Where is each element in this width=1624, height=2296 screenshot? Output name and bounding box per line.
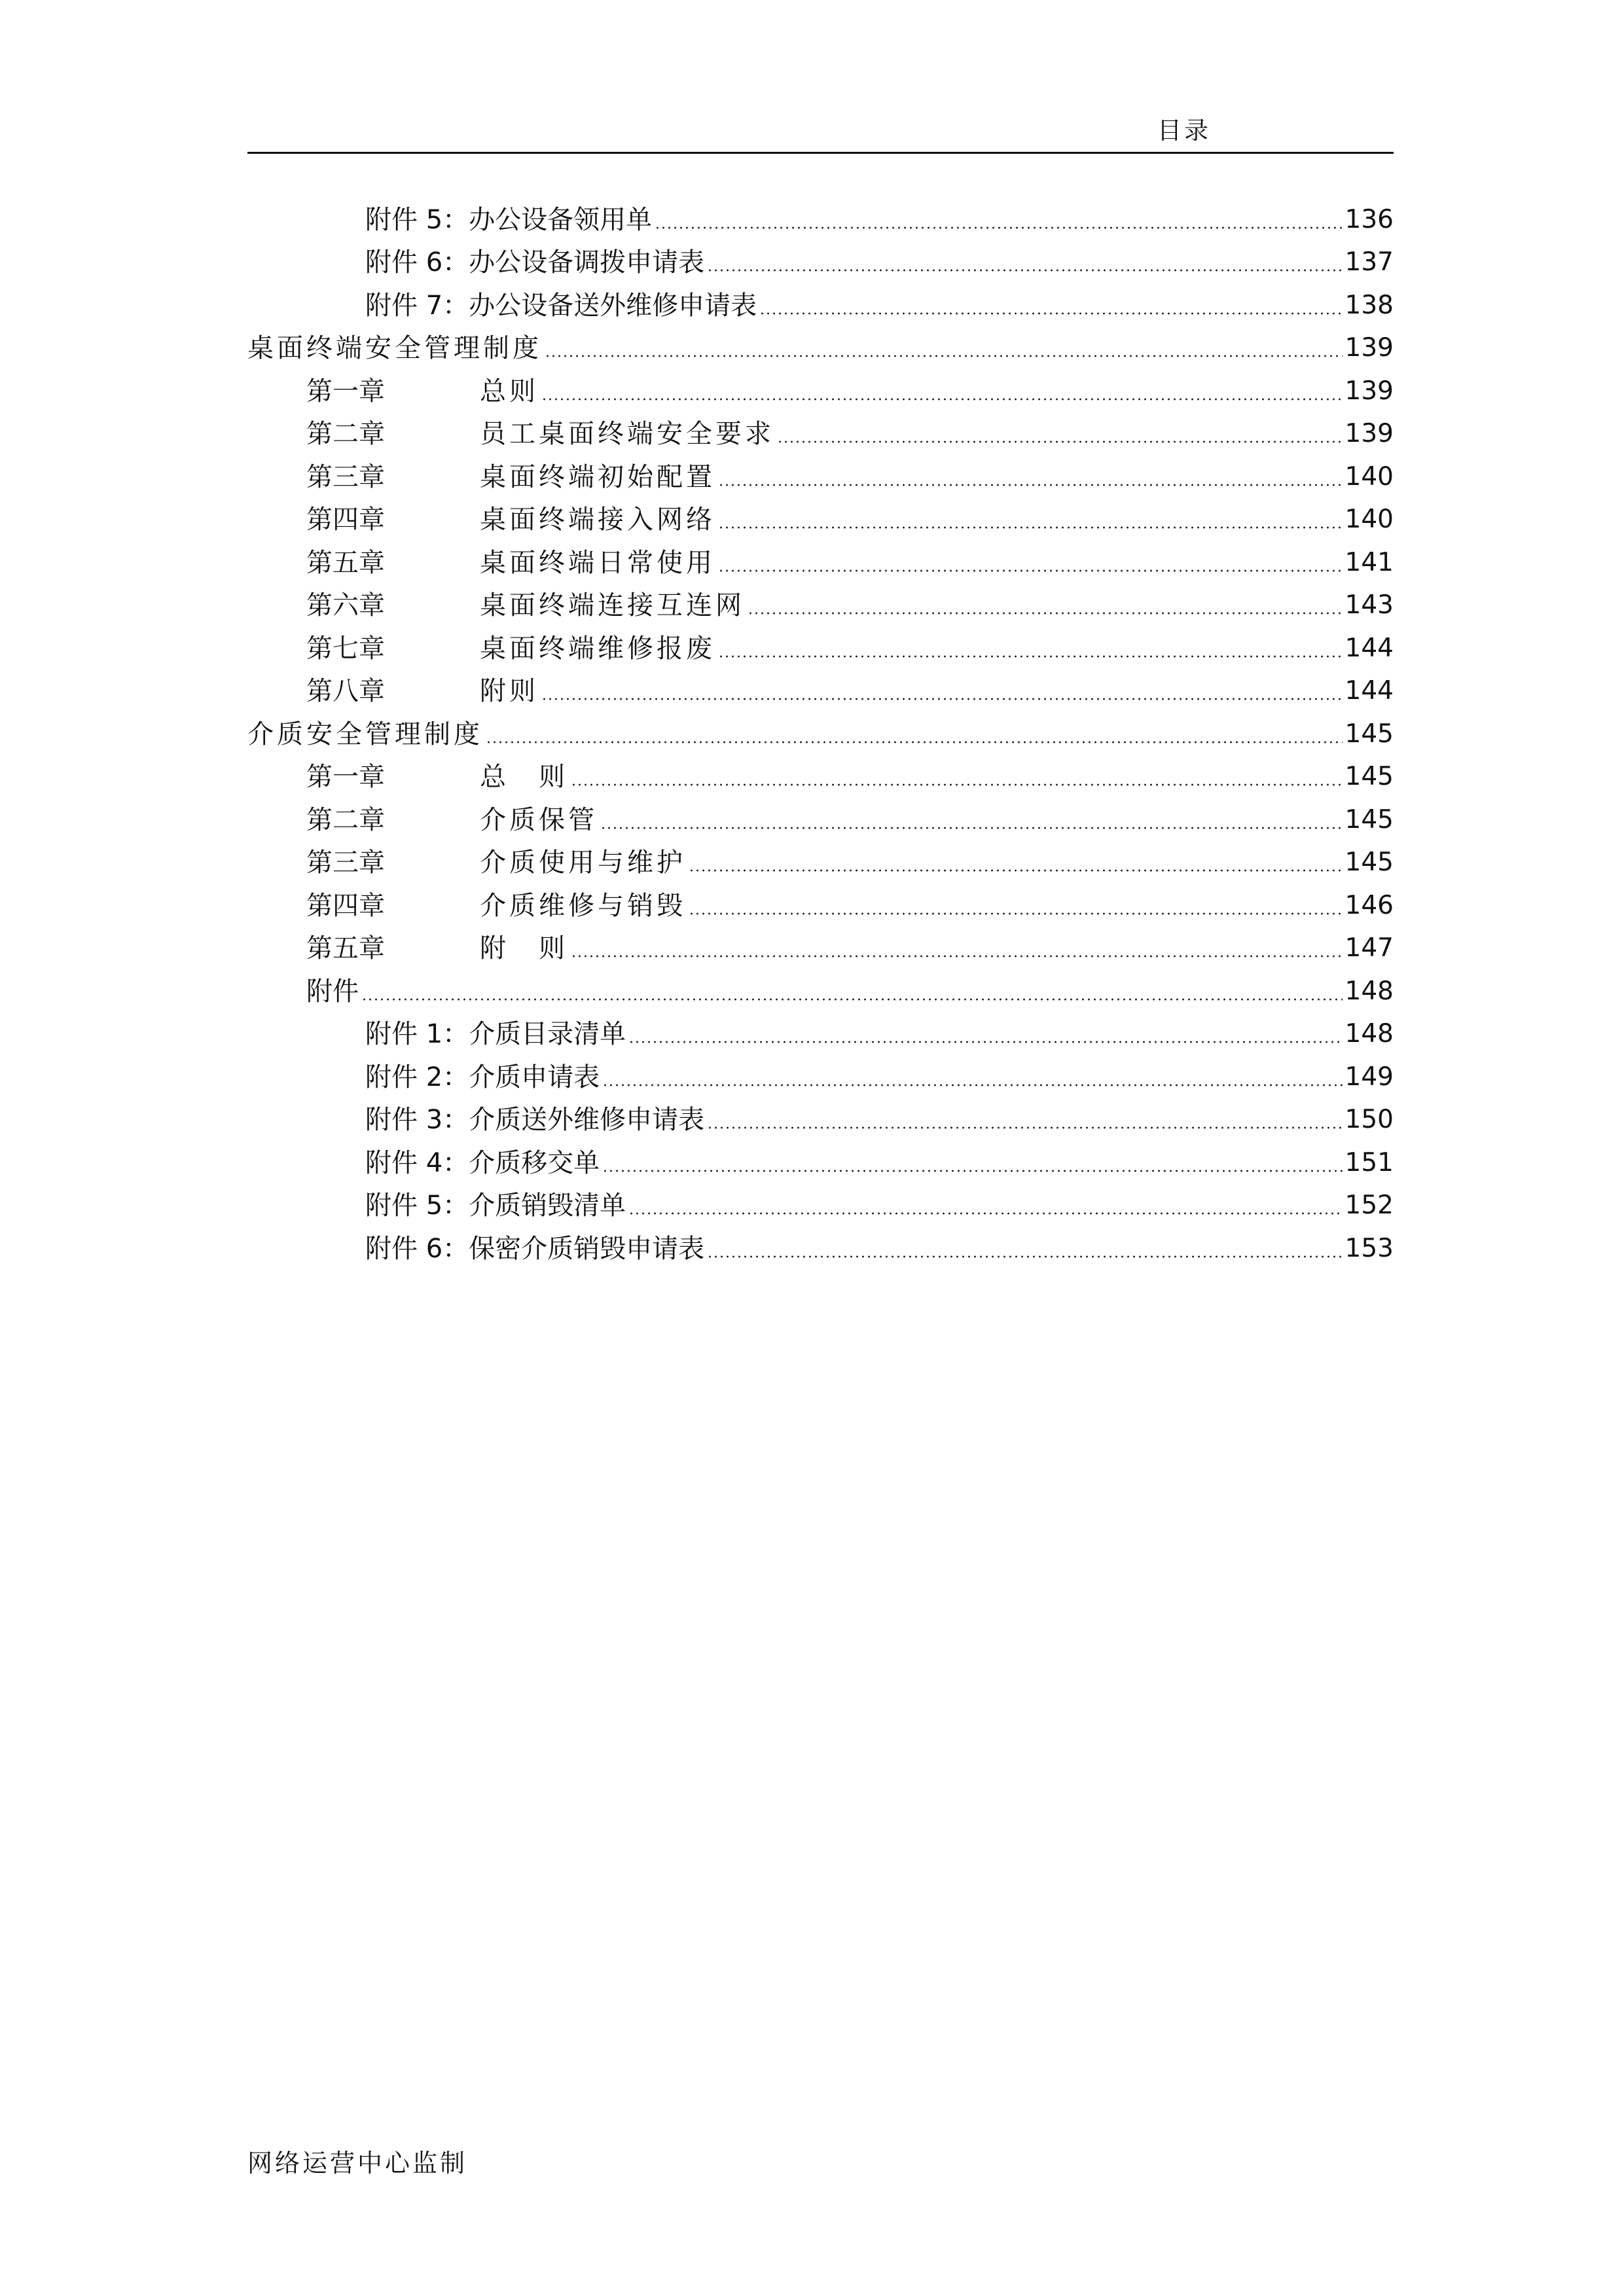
toc-entry-section[interactable] xyxy=(247,713,1394,756)
toc-entry-label: 桌面终端连接互连网 xyxy=(480,590,745,621)
dot-leader xyxy=(571,783,1343,786)
toc-entry-label: 桌面终端初始配置 xyxy=(480,461,715,492)
toc-entry-appendix[interactable] xyxy=(247,1185,1394,1228)
toc-entry-label: 附则 xyxy=(480,676,539,707)
toc-page-number: 136 xyxy=(1344,204,1394,234)
toc-entry-chapter[interactable] xyxy=(247,670,1394,713)
toc-chapter-number: 第五章 xyxy=(306,547,385,578)
toc-page-number: 139 xyxy=(1344,376,1394,406)
toc-entry-label: 附件 1：介质目录清单 xyxy=(365,1019,626,1050)
toc-entry-chapter[interactable] xyxy=(247,541,1394,584)
toc-entry-chapter[interactable] xyxy=(247,499,1394,542)
toc-chapter-number: 第六章 xyxy=(306,590,385,621)
dot-leader xyxy=(707,1255,1342,1258)
toc-entry-appendix[interactable] xyxy=(247,284,1394,327)
toc-entry-label: 介质保管 xyxy=(480,804,598,835)
toc-entry-label: 桌面终端安全管理制度 xyxy=(247,333,542,364)
toc-page-number: 140 xyxy=(1344,505,1394,535)
toc-entry-chapter[interactable] xyxy=(247,584,1394,628)
dot-leader xyxy=(600,827,1343,829)
toc-chapter-number: 第七章 xyxy=(306,633,385,664)
toc-entry-label: 桌面终端维修报废 xyxy=(480,633,715,664)
toc-entry-label: 附 则 xyxy=(480,933,568,964)
toc-chapter-number: 第三章 xyxy=(306,848,385,878)
toc-page-number: 139 xyxy=(1344,419,1394,449)
toc-entry-label: 介质安全管理制度 xyxy=(247,719,483,749)
toc-entry-chapter[interactable] xyxy=(247,927,1394,971)
page-header xyxy=(247,110,1394,154)
toc-entry-label: 附件 2：介质申请表 xyxy=(365,1062,600,1092)
toc-page-number: 139 xyxy=(1344,333,1394,363)
toc-entry-chapter[interactable] xyxy=(247,370,1394,413)
dot-leader xyxy=(361,998,1343,1001)
dot-leader xyxy=(707,269,1342,272)
dot-leader xyxy=(718,526,1343,529)
dot-leader xyxy=(541,398,1343,401)
toc-entry-chapter[interactable] xyxy=(247,798,1394,842)
toc-entry-section[interactable] xyxy=(247,327,1394,370)
dot-leader xyxy=(541,698,1343,700)
toc-entry-label: 附件 5：办公设备领用单 xyxy=(365,204,653,235)
toc-entry-label: 员工桌面终端安全要求 xyxy=(480,419,774,450)
toc-page-number: 144 xyxy=(1344,633,1394,663)
toc-chapter-number: 第四章 xyxy=(306,890,385,921)
dot-leader xyxy=(689,912,1343,915)
dot-leader xyxy=(545,355,1343,357)
toc-page-number: 144 xyxy=(1344,676,1394,706)
toc-page-number: 145 xyxy=(1344,848,1394,878)
toc-chapter-number: 第四章 xyxy=(306,505,385,535)
dot-leader xyxy=(689,869,1343,872)
toc-entry-label: 介质维修与销毁 xyxy=(480,890,686,921)
dot-leader xyxy=(718,569,1343,572)
toc-entry-chapter[interactable] xyxy=(247,627,1394,670)
toc-chapter-number: 第五章 xyxy=(306,933,385,964)
toc-entry-chapter[interactable] xyxy=(247,884,1394,927)
table-of-contents xyxy=(247,198,1394,1270)
toc-entry-chapter[interactable] xyxy=(247,456,1394,499)
toc-entry-label: 附件 4：介质移交单 xyxy=(365,1147,600,1178)
toc-chapter-number: 第二章 xyxy=(306,804,385,835)
toc-entry-label: 总 则 xyxy=(480,762,568,793)
toc-chapter-number: 第一章 xyxy=(306,376,385,406)
toc-page-number: 138 xyxy=(1344,290,1394,320)
toc-entry-chapter[interactable] xyxy=(247,756,1394,799)
toc-entry-label: 桌面终端日常使用 xyxy=(480,547,715,578)
toc-entry-label: 介质使用与维护 xyxy=(480,848,686,878)
toc-entry-label: 附件 6：办公设备调拨申请表 xyxy=(365,247,705,278)
toc-entry-label: 附件 3：介质送外维修申请表 xyxy=(365,1105,705,1136)
dot-leader xyxy=(707,1126,1342,1129)
toc-page-number: 152 xyxy=(1344,1191,1394,1221)
toc-entry-appendix[interactable] xyxy=(247,242,1394,285)
toc-page-number: 141 xyxy=(1344,547,1394,577)
toc-chapter-number: 第八章 xyxy=(306,676,385,707)
toc-page-number: 147 xyxy=(1344,933,1394,963)
toc-entry-label: 附件 6：保密介质销毁申请表 xyxy=(365,1233,705,1264)
toc-page-number: 146 xyxy=(1344,890,1394,920)
toc-page-number: 149 xyxy=(1344,1062,1394,1092)
dot-leader xyxy=(486,741,1343,744)
toc-entry-appendix[interactable] xyxy=(247,1227,1394,1270)
toc-page-number: 145 xyxy=(1344,719,1394,749)
toc-entry-appendix[interactable] xyxy=(247,1141,1394,1185)
toc-page-number: 143 xyxy=(1344,590,1394,620)
toc-entry-appendix[interactable] xyxy=(247,1013,1394,1056)
toc-chapter-number: 第一章 xyxy=(306,762,385,793)
toc-page-number: 153 xyxy=(1344,1233,1394,1263)
toc-chapter-number: 第三章 xyxy=(306,461,385,492)
toc-page-number: 137 xyxy=(1344,247,1394,278)
toc-entry-chapter[interactable] xyxy=(247,413,1394,456)
toc-page-number: 148 xyxy=(1344,1019,1394,1049)
dot-leader xyxy=(628,1041,1342,1043)
dot-leader xyxy=(602,1084,1342,1086)
dot-leader xyxy=(748,612,1343,615)
toc-page-number: 151 xyxy=(1344,1147,1394,1177)
dot-leader xyxy=(655,226,1342,229)
dot-leader xyxy=(602,1170,1342,1172)
page-footer: 网络运营中心监制 xyxy=(247,2149,468,2178)
dot-leader xyxy=(628,1212,1342,1215)
toc-page-number: 145 xyxy=(1344,804,1394,834)
toc-chapter-number: 第二章 xyxy=(306,419,385,450)
toc-entry-chapter[interactable] xyxy=(247,842,1394,885)
toc-entry-appendix[interactable] xyxy=(247,198,1394,242)
toc-page-number: 140 xyxy=(1344,461,1394,492)
dot-leader xyxy=(777,440,1343,443)
dot-leader xyxy=(571,955,1343,958)
toc-entry-label: 附件 7：办公设备送外维修申请表 xyxy=(365,290,757,321)
toc-entry-label: 附件 xyxy=(306,976,359,1007)
toc-entry-appendix[interactable] xyxy=(247,1056,1394,1099)
toc-entry-appendix[interactable] xyxy=(247,1099,1394,1142)
toc-entry-label: 附件 5：介质销毁清单 xyxy=(365,1191,626,1221)
toc-entry-appendix-group[interactable] xyxy=(247,970,1394,1013)
toc-page-number: 148 xyxy=(1344,976,1394,1006)
header-title: 目录 xyxy=(1157,117,1211,145)
toc-page-number: 150 xyxy=(1344,1105,1394,1135)
dot-leader xyxy=(759,312,1342,315)
toc-entry-label: 桌面终端接入网络 xyxy=(480,505,715,535)
toc-entry-label: 总则 xyxy=(480,376,539,406)
toc-page-number: 145 xyxy=(1344,762,1394,792)
dot-leader xyxy=(718,655,1343,658)
dot-leader xyxy=(718,484,1343,486)
